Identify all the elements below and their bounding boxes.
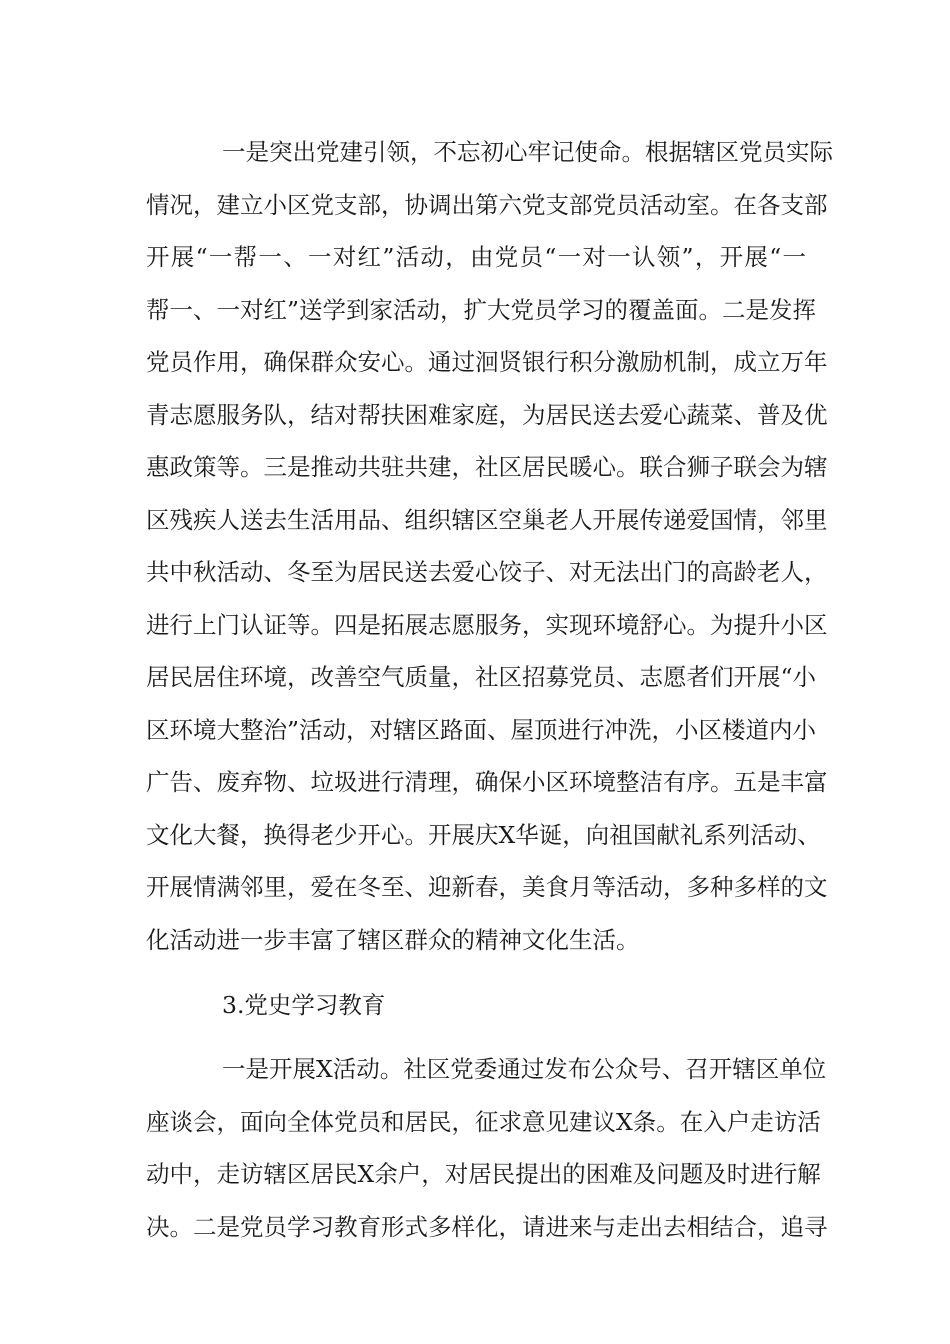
paragraph-line: 决。二是党员学习教育形式多样化，请进来与走出去相结合，追寻 (146, 1213, 828, 1241)
paragraph-line: 帮一、一对红”送学到家活动，扩大党员学习的覆盖面。二是发挥 (146, 296, 817, 324)
paragraph-line: 开展“一帮一、一对红”活动，由党员“一对一认领”，开展“一 (146, 243, 806, 271)
paragraph-line: 区残疾人送去生活用品、组织辖区空巢老人开展传递爱国情，邻里 (146, 506, 828, 534)
paragraph-line: 情况，建立小区党支部，协调出第六党支部党员活动室。在各支部 (146, 191, 828, 219)
section-heading: 3.党史学习教育 (222, 991, 386, 1019)
paragraph-line: 共中秋活动、冬至为居民送去爱心饺子、对无法出门的高龄老人， (146, 558, 828, 586)
paragraph-line: 文化大餐，换得老少开心。开展庆X华诞，向祖国献礼系列活动、 (146, 821, 821, 849)
paragraph-last-line: 化活动进一步丰富了辖区群众的精神文化生活。 (146, 926, 640, 954)
paragraph-line: 居民居住环境，改善空气质量，社区招募党员、志愿者们开展“小 (146, 663, 817, 691)
paragraph-line: 青志愿服务队，结对帮扶困难家庭，为居民送去爱心蔬菜、普及优 (146, 401, 828, 429)
paragraph-line: 广告、废弃物、垃圾进行清理，确保小区环境整洁有序。五是丰富 (146, 768, 828, 796)
paragraph-line: 座谈会，面向全体党员和居民，征求意见建议X条。在入户走访活 (146, 1108, 821, 1136)
paragraph-line: 惠政策等。三是推动共驻共建，社区居民暖心。联合狮子联会为辖 (146, 453, 828, 481)
paragraph-line: 动中，走访辖区居民X余户，对居民提出的困难及问题及时进行解 (146, 1160, 821, 1188)
paragraph-line: 一是突出党建引领，不忘初心牢记使命。根据辖区党员实际 (222, 138, 833, 166)
paragraph-line: 进行上门认证等。四是拓展志愿服务，实现环境舒心。为提升小区 (146, 611, 828, 639)
paragraph-line: 开展情满邻里，爱在冬至、迎新春，美食月等活动，多种多样的文 (146, 873, 828, 901)
paragraph-line: 一是开展X活动。社区党委通过发布公众号、召开辖区单位 (222, 1055, 827, 1083)
paragraph-line: 党员作用，确保群众安心。通过洄贤银行积分激励机制，成立万年 (146, 348, 828, 376)
paragraph-line: 区环境大整治”活动，对辖区路面、屋顶进行冲洗，小区楼道内小 (146, 716, 817, 744)
